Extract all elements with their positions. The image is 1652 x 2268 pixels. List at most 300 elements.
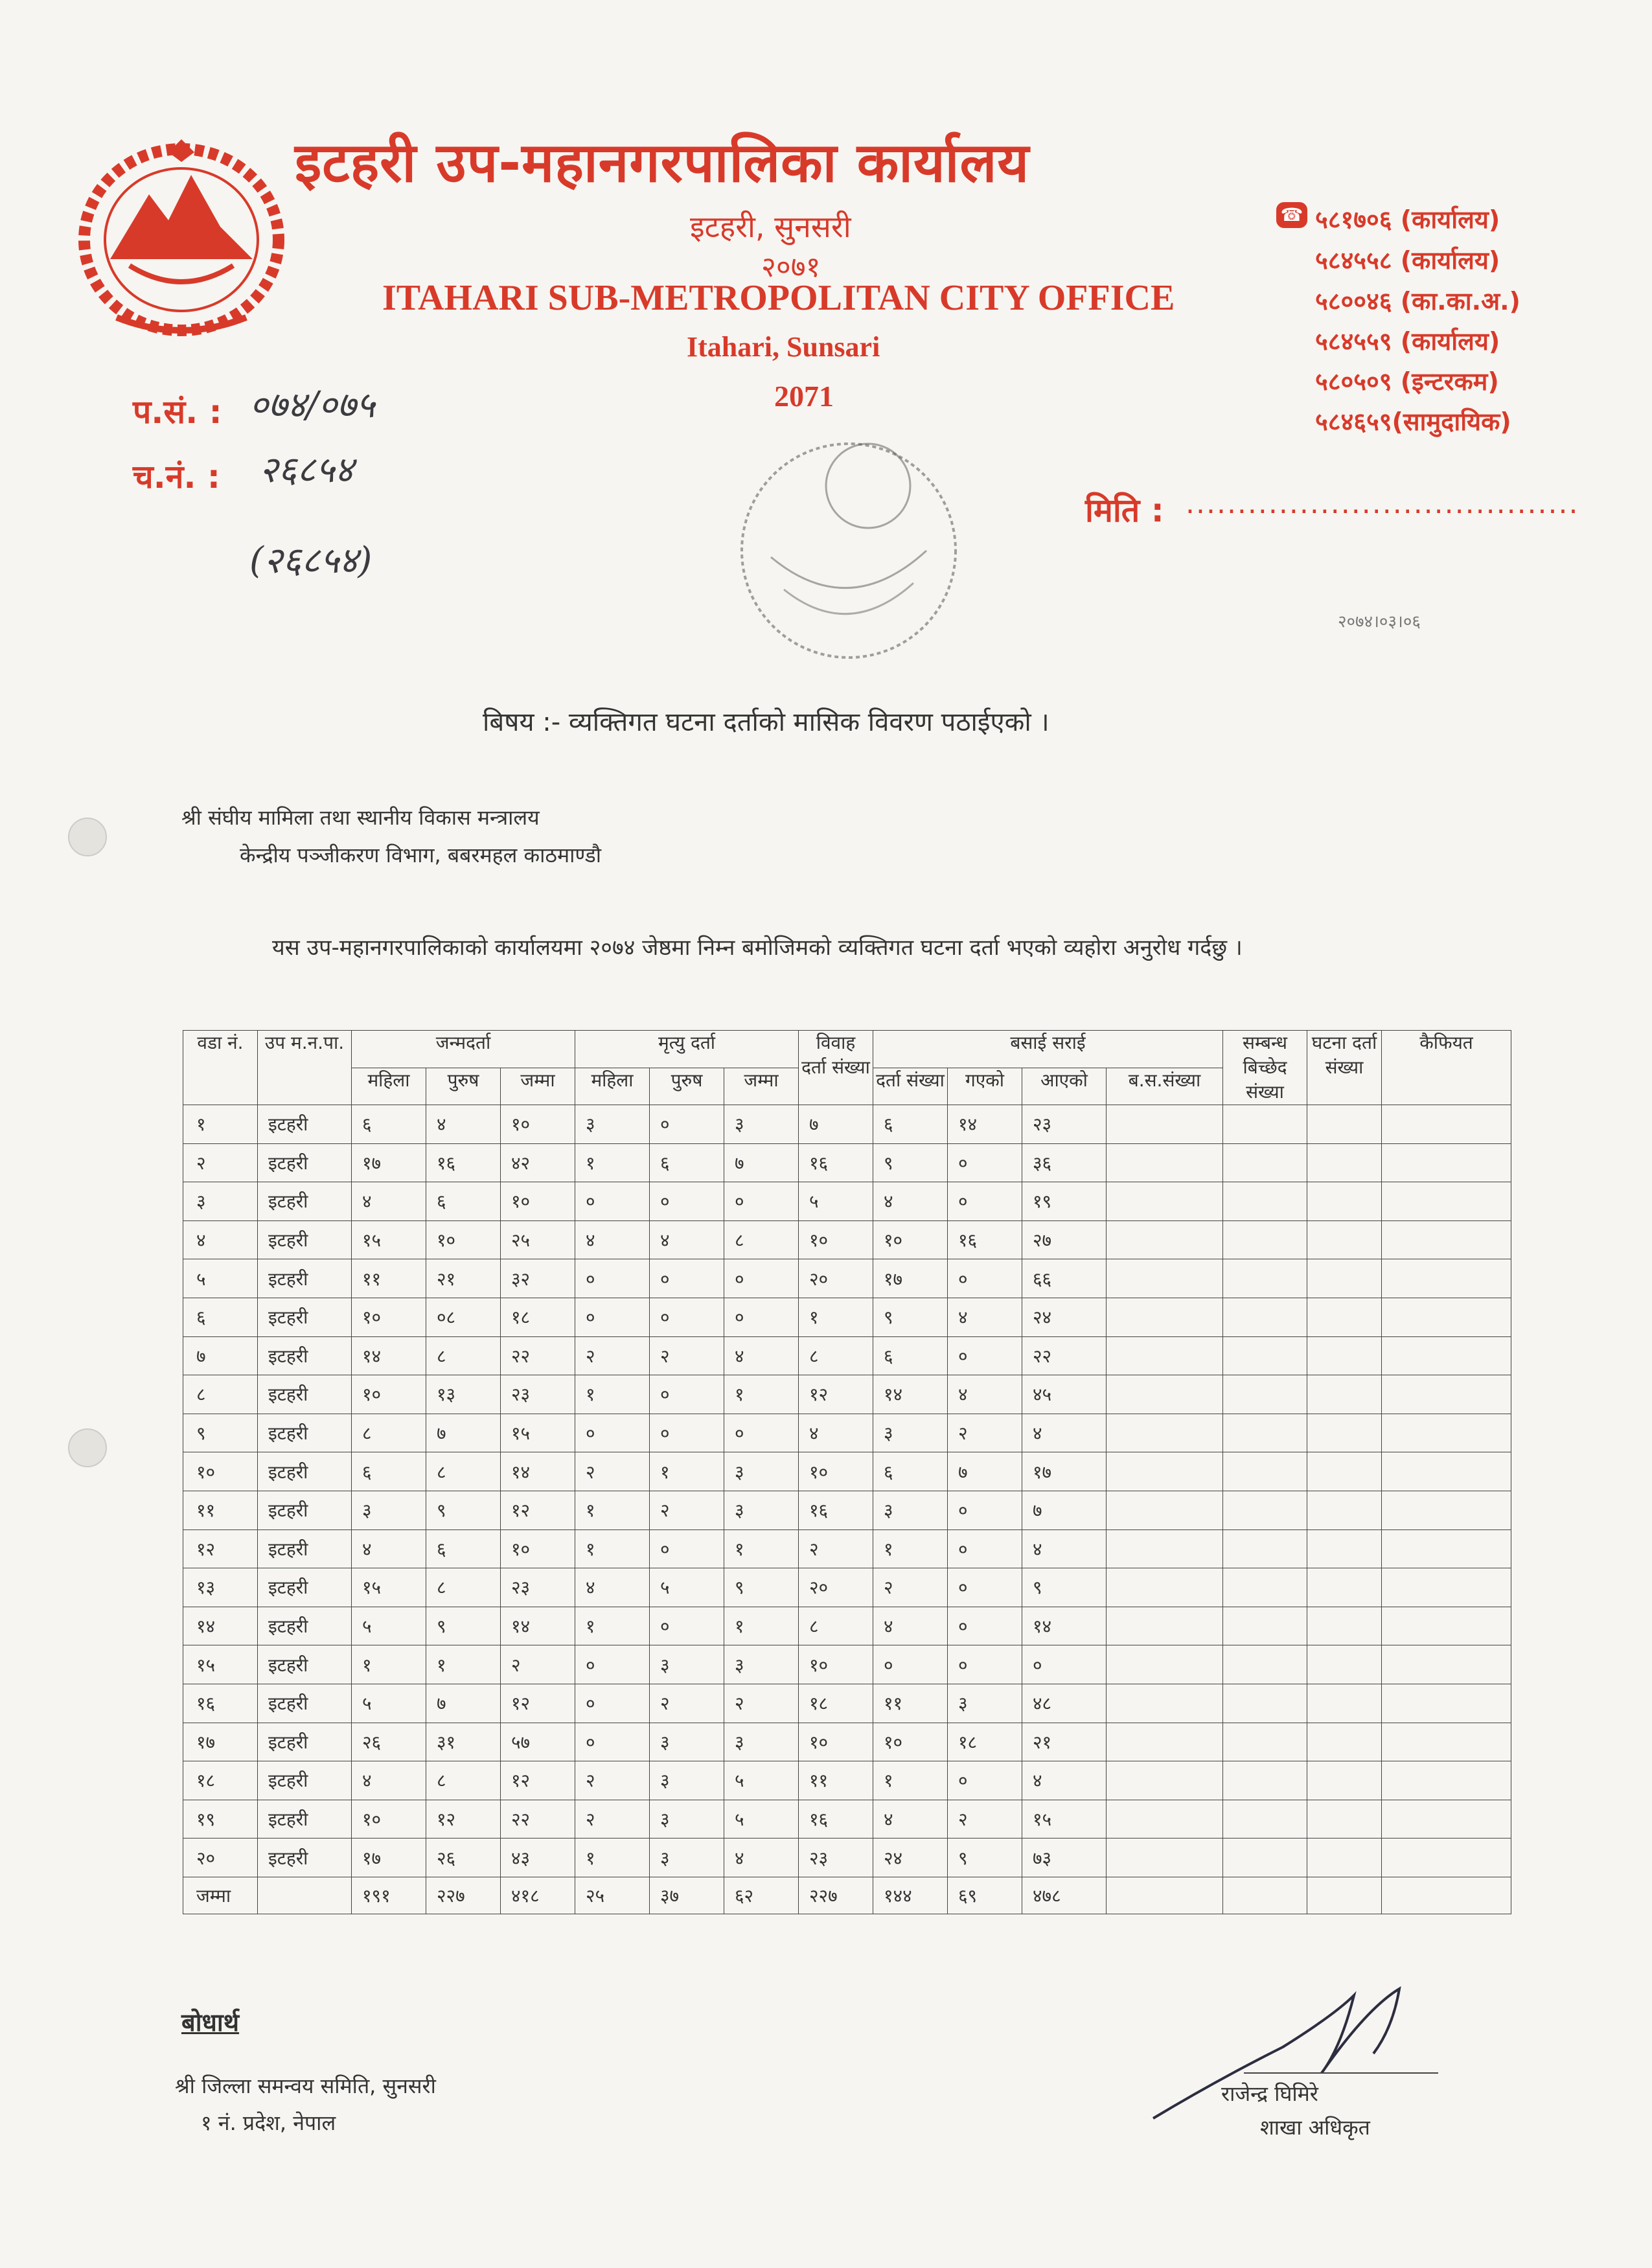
table-cell: इटहरी xyxy=(258,1452,352,1491)
table-cell: १ xyxy=(873,1529,948,1568)
table-row xyxy=(183,1375,1511,1414)
table-cell: ० xyxy=(575,1182,650,1221)
empty-cell xyxy=(1382,1607,1511,1645)
table-cell: ० xyxy=(575,1645,650,1684)
col-death-male: पुरुष xyxy=(650,1068,724,1105)
table-cell: १५ xyxy=(183,1645,258,1684)
table-cell: ४ xyxy=(352,1761,426,1800)
col-migration-went: गएको xyxy=(948,1068,1022,1105)
table-cell: ० xyxy=(948,1761,1022,1800)
table-cell: ३६ xyxy=(1022,1143,1107,1182)
table-cell: ० xyxy=(948,1336,1022,1375)
empty-cell xyxy=(1382,1645,1511,1684)
table-cell: इटहरी xyxy=(258,1182,352,1221)
col-migration-came: आएको xyxy=(1022,1068,1107,1105)
table-cell: इटहरी xyxy=(258,1414,352,1452)
col-municipality: उप म.न.पा. xyxy=(258,1031,352,1105)
col-birth-female: महिला xyxy=(352,1068,426,1105)
table-cell: ५ xyxy=(183,1259,258,1298)
empty-cell xyxy=(1107,1259,1223,1298)
table-row xyxy=(183,1336,1511,1375)
table-cell: १२ xyxy=(501,1761,575,1800)
total-cell: १९१ xyxy=(352,1877,426,1914)
table-cell: इटहरी xyxy=(258,1568,352,1607)
table-cell: ० xyxy=(650,1182,724,1221)
table-cell: १६ xyxy=(426,1143,501,1182)
event-registration-table xyxy=(183,1030,1511,1914)
cn-value: २६८५४ xyxy=(259,449,354,491)
punch-hole xyxy=(68,1428,107,1467)
stamped-date: २०७४।०३।०६ xyxy=(1338,612,1421,632)
table-cell: ९ xyxy=(724,1568,799,1607)
table-cell: १० xyxy=(501,1529,575,1568)
table-cell: ४ xyxy=(873,1182,948,1221)
table-cell: ११ xyxy=(183,1491,258,1529)
table-cell: २० xyxy=(799,1568,873,1607)
table-cell: ० xyxy=(873,1645,948,1684)
table-cell: ० xyxy=(948,1645,1022,1684)
empty-cell xyxy=(1307,1877,1382,1914)
col-migration: बसाई सराई xyxy=(873,1031,1223,1068)
table-cell: ४ xyxy=(1022,1529,1107,1568)
empty-cell xyxy=(1307,1684,1382,1723)
table-cell: ३ xyxy=(724,1452,799,1491)
col-ward: वडा नं. xyxy=(183,1031,258,1105)
empty-cell xyxy=(1307,1375,1382,1414)
table-cell: ६ xyxy=(426,1529,501,1568)
cc-line: श्री जिल्ला समन्वय समिति, सुनसरी xyxy=(175,2074,436,2098)
empty-cell xyxy=(1307,1838,1382,1877)
table-cell: ४ xyxy=(724,1336,799,1375)
table-cell: ४ xyxy=(724,1838,799,1877)
empty-cell xyxy=(1223,1259,1307,1298)
table-cell: ३ xyxy=(183,1182,258,1221)
table-cell: १८ xyxy=(501,1298,575,1336)
table-cell: १७ xyxy=(183,1723,258,1761)
telephone-icon: ☎ xyxy=(1276,202,1307,228)
table-cell: १ xyxy=(183,1105,258,1144)
table-cell: ३ xyxy=(650,1723,724,1761)
table-cell: १२ xyxy=(426,1800,501,1838)
empty-cell xyxy=(1382,1684,1511,1723)
table-cell: १६ xyxy=(183,1684,258,1723)
table-cell: १० xyxy=(799,1723,873,1761)
empty-cell xyxy=(1307,1336,1382,1375)
table-cell: ४ xyxy=(575,1220,650,1259)
table-cell: १५ xyxy=(501,1414,575,1452)
table-cell: ७३ xyxy=(1022,1838,1107,1877)
table-cell: ३ xyxy=(873,1414,948,1452)
date-label: मिति : xyxy=(1085,492,1164,529)
col-birth: जन्मदर्ता xyxy=(352,1031,575,1068)
empty-cell xyxy=(1382,1182,1511,1221)
empty-cell xyxy=(1223,1220,1307,1259)
empty-cell xyxy=(1107,1491,1223,1529)
col-divorce: सम्बन्ध बिच्छेद संख्या xyxy=(1223,1031,1307,1105)
table-cell: १८ xyxy=(799,1684,873,1723)
table-cell: ६ xyxy=(352,1452,426,1491)
table-cell: ७ xyxy=(799,1105,873,1144)
table-cell: ८ xyxy=(426,1336,501,1375)
table-cell: १७ xyxy=(352,1838,426,1877)
empty-cell xyxy=(1382,1298,1511,1336)
table-cell: ६ xyxy=(426,1182,501,1221)
table-cell: ० xyxy=(650,1259,724,1298)
empty-cell xyxy=(1382,1761,1511,1800)
table-cell: ४ xyxy=(352,1182,426,1221)
table-cell: ४ xyxy=(799,1414,873,1452)
total-row xyxy=(183,1877,1511,1914)
col-death-total: जम्मा xyxy=(724,1068,799,1105)
table-cell: २ xyxy=(575,1452,650,1491)
table-cell: २२ xyxy=(501,1336,575,1375)
table-cell: ६ xyxy=(873,1105,948,1144)
empty-cell xyxy=(258,1877,352,1914)
table-cell: ८ xyxy=(426,1761,501,1800)
table-cell: ६ xyxy=(873,1336,948,1375)
empty-cell xyxy=(1382,1105,1511,1144)
empty-cell xyxy=(1382,1877,1511,1914)
table-cell: ८ xyxy=(352,1414,426,1452)
table-cell: १ xyxy=(426,1645,501,1684)
table-cell: ४ xyxy=(352,1529,426,1568)
table-cell: इटहरी xyxy=(258,1607,352,1645)
table-cell: १० xyxy=(799,1220,873,1259)
table-row xyxy=(183,1105,1511,1144)
table-cell: २३ xyxy=(501,1568,575,1607)
empty-cell xyxy=(1107,1220,1223,1259)
table-cell: २६ xyxy=(426,1838,501,1877)
table-cell: १० xyxy=(873,1723,948,1761)
table-cell: ९ xyxy=(873,1143,948,1182)
table-cell: ३ xyxy=(948,1684,1022,1723)
table-cell: ९ xyxy=(426,1607,501,1645)
table-cell: २६ xyxy=(352,1723,426,1761)
cn-label: च.नं. : xyxy=(133,458,220,496)
empty-cell xyxy=(1107,1877,1223,1914)
empty-cell xyxy=(1307,1800,1382,1838)
table-cell: ० xyxy=(948,1607,1022,1645)
table-cell: ८ xyxy=(183,1375,258,1414)
table-cell: ७ xyxy=(183,1336,258,1375)
table-cell: ० xyxy=(575,1259,650,1298)
empty-cell xyxy=(1382,1838,1511,1877)
table-cell: १३ xyxy=(426,1375,501,1414)
empty-cell xyxy=(1107,1607,1223,1645)
table-cell: ६ xyxy=(873,1452,948,1491)
table-row xyxy=(183,1491,1511,1529)
empty-cell xyxy=(1223,1607,1307,1645)
table-cell: १६ xyxy=(799,1800,873,1838)
cc-line: १ नं. प्रदेश, नेपाल xyxy=(201,2111,336,2135)
table-cell: २ xyxy=(575,1800,650,1838)
table-cell: ४ xyxy=(650,1220,724,1259)
table-cell: ११ xyxy=(873,1684,948,1723)
table-cell: ६ xyxy=(650,1143,724,1182)
table-cell: १ xyxy=(575,1838,650,1877)
empty-cell xyxy=(1223,1336,1307,1375)
empty-cell xyxy=(1223,1105,1307,1144)
empty-cell xyxy=(1223,1761,1307,1800)
table-cell: ३ xyxy=(650,1800,724,1838)
total-label: जम्मा xyxy=(183,1877,258,1914)
table-cell: ० xyxy=(650,1298,724,1336)
empty-cell xyxy=(1382,1336,1511,1375)
office-year-np: २०७१ xyxy=(761,251,821,284)
empty-cell xyxy=(1107,1298,1223,1336)
punch-hole xyxy=(68,818,107,856)
table-cell: ३१ xyxy=(426,1723,501,1761)
table-cell: ० xyxy=(650,1105,724,1144)
addressee-line: श्री संघीय मामिला तथा स्थानीय विकास मन्त्रालय xyxy=(181,805,540,830)
empty-cell xyxy=(1382,1568,1511,1607)
col-birth-total: जम्मा xyxy=(501,1068,575,1105)
table-cell: ८ xyxy=(426,1452,501,1491)
table-cell: ० xyxy=(948,1182,1022,1221)
table-cell: ० xyxy=(650,1607,724,1645)
letter-body: यस उप-महानगरपालिकाको कार्यालयमा २०७४ जेष्ठमा निम्न बमोजिमको व्यक्तिगत घटना दर्ता भएको व्यहोरा अनुरोध गर्दछु । xyxy=(272,935,1243,961)
phone-number: ५८४५५९ (कार्यालय) xyxy=(1315,327,1500,356)
empty-cell xyxy=(1107,1800,1223,1838)
table-cell: २४ xyxy=(873,1838,948,1877)
col-death-female: महिला xyxy=(575,1068,650,1105)
table-cell: इटहरी xyxy=(258,1259,352,1298)
col-marriage: विवाह दर्ता संख्या xyxy=(799,1031,873,1105)
table-cell: ० xyxy=(948,1529,1022,1568)
table-cell: १ xyxy=(724,1607,799,1645)
col-death: मृत्यु दर्ता xyxy=(575,1031,799,1068)
empty-cell xyxy=(1107,1684,1223,1723)
table-cell: ० xyxy=(575,1298,650,1336)
table-cell: १९ xyxy=(183,1800,258,1838)
table-row xyxy=(183,1182,1511,1221)
empty-cell xyxy=(1223,1568,1307,1607)
table-cell: २३ xyxy=(501,1375,575,1414)
empty-cell xyxy=(1307,1568,1382,1607)
empty-cell xyxy=(1223,1414,1307,1452)
table-cell: १ xyxy=(724,1375,799,1414)
table-row xyxy=(183,1452,1511,1491)
total-cell: ४१८ xyxy=(501,1877,575,1914)
total-cell: २२७ xyxy=(426,1877,501,1914)
table-cell: ४ xyxy=(948,1298,1022,1336)
empty-cell xyxy=(1107,1529,1223,1568)
addressee-line: केन्द्रीय पञ्जीकरण विभाग, बबरमहल काठमाण्डौ xyxy=(240,843,601,867)
table-cell: १६ xyxy=(799,1143,873,1182)
table-cell: ५ xyxy=(352,1684,426,1723)
nepal-emblem-icon xyxy=(71,136,292,343)
empty-cell xyxy=(1107,1452,1223,1491)
table-row xyxy=(183,1298,1511,1336)
table-cell: इटहरी xyxy=(258,1220,352,1259)
table-cell: १६ xyxy=(948,1220,1022,1259)
total-cell: २५ xyxy=(575,1877,650,1914)
table-row xyxy=(183,1529,1511,1568)
signatory-title: शाखा अधिकृत xyxy=(1260,2115,1370,2140)
table-cell: ० xyxy=(724,1182,799,1221)
table-cell: १७ xyxy=(352,1143,426,1182)
empty-cell xyxy=(1307,1607,1382,1645)
ps-label: प.सं. : xyxy=(133,393,222,431)
empty-cell xyxy=(1107,1143,1223,1182)
col-remarks: कैफियत xyxy=(1382,1031,1511,1105)
office-place-np: इटहरी, सुनसरी xyxy=(690,209,851,244)
empty-cell xyxy=(1223,1182,1307,1221)
table-cell: १० xyxy=(501,1182,575,1221)
table-cell: १२ xyxy=(501,1491,575,1529)
empty-cell xyxy=(1223,1723,1307,1761)
table-cell: २ xyxy=(650,1684,724,1723)
phone-number: ५८४६५९(सामुदायिक) xyxy=(1315,407,1511,436)
table-cell: इटहरी xyxy=(258,1684,352,1723)
table-cell: १ xyxy=(873,1761,948,1800)
empty-cell xyxy=(1223,1838,1307,1877)
empty-cell xyxy=(1107,1568,1223,1607)
table-row xyxy=(183,1568,1511,1607)
table-cell: ३ xyxy=(575,1105,650,1144)
empty-cell xyxy=(1307,1143,1382,1182)
empty-cell xyxy=(1382,1723,1511,1761)
table-cell: १० xyxy=(352,1298,426,1336)
table-cell: २ xyxy=(183,1143,258,1182)
table-cell: ३ xyxy=(724,1723,799,1761)
table-cell: ४ xyxy=(575,1568,650,1607)
table-cell: ७ xyxy=(426,1414,501,1452)
empty-cell xyxy=(1382,1800,1511,1838)
table-cell: ५ xyxy=(724,1761,799,1800)
table-cell: १४ xyxy=(501,1607,575,1645)
table-cell: १४ xyxy=(948,1105,1022,1144)
empty-cell xyxy=(1307,1414,1382,1452)
empty-cell xyxy=(1223,1529,1307,1568)
empty-cell xyxy=(1107,1838,1223,1877)
table-cell: २१ xyxy=(426,1259,501,1298)
table-cell: १८ xyxy=(948,1723,1022,1761)
table-cell: १८ xyxy=(183,1761,258,1800)
table-cell: २ xyxy=(575,1336,650,1375)
table-cell: १३ xyxy=(183,1568,258,1607)
table-cell: इटहरी xyxy=(258,1529,352,1568)
table-cell: ० xyxy=(948,1259,1022,1298)
table-cell: ५ xyxy=(724,1800,799,1838)
phone-number: ५८१७०६ (कार्यालय) xyxy=(1315,205,1500,234)
table-cell: ० xyxy=(724,1259,799,1298)
table-cell: ४ xyxy=(873,1607,948,1645)
table-cell: ० xyxy=(948,1143,1022,1182)
empty-cell xyxy=(1223,1491,1307,1529)
table-cell: १५ xyxy=(352,1568,426,1607)
table-cell: इटहरी xyxy=(258,1298,352,1336)
table-cell: २ xyxy=(799,1529,873,1568)
table-cell: ६ xyxy=(183,1298,258,1336)
empty-cell xyxy=(1307,1491,1382,1529)
table-cell: ८ xyxy=(426,1568,501,1607)
total-cell: ६९ xyxy=(948,1877,1022,1914)
table-cell: १ xyxy=(575,1375,650,1414)
table-cell: ० xyxy=(948,1491,1022,1529)
col-event: घटना दर्ता संख्या xyxy=(1307,1031,1382,1105)
table-cell: ७ xyxy=(426,1684,501,1723)
table-cell: १० xyxy=(501,1105,575,1144)
empty-cell xyxy=(1307,1105,1382,1144)
empty-cell xyxy=(1307,1452,1382,1491)
table-cell: ४ xyxy=(426,1105,501,1144)
table-cell: ९ xyxy=(948,1838,1022,1877)
table-cell: ३ xyxy=(650,1645,724,1684)
table-cell: ० xyxy=(650,1375,724,1414)
empty-cell xyxy=(1382,1220,1511,1259)
table-cell: इटहरी xyxy=(258,1800,352,1838)
table-cell: ६ xyxy=(352,1105,426,1144)
table-cell: १ xyxy=(575,1143,650,1182)
table-row xyxy=(183,1684,1511,1723)
table-cell: ९ xyxy=(1022,1568,1107,1607)
ps-value: ०७४/०७५ xyxy=(249,384,375,426)
table-cell: ३ xyxy=(724,1105,799,1144)
table-cell: ९ xyxy=(183,1414,258,1452)
table-cell: २७ xyxy=(1022,1220,1107,1259)
table-cell: १० xyxy=(183,1452,258,1491)
table-cell: १७ xyxy=(873,1259,948,1298)
table-cell: २० xyxy=(799,1259,873,1298)
cc-heading: बोधार्थ xyxy=(181,2008,240,2037)
table-cell: १० xyxy=(426,1220,501,1259)
table-cell: ० xyxy=(948,1568,1022,1607)
empty-cell xyxy=(1107,1105,1223,1144)
phone-number: ५८४५५८ (कार्यालय) xyxy=(1315,246,1500,275)
table-cell: १० xyxy=(799,1452,873,1491)
office-place-en: Itahari, Sunsari xyxy=(687,331,880,363)
total-cell: ६२ xyxy=(724,1877,799,1914)
table-cell: १ xyxy=(650,1452,724,1491)
table-cell: २३ xyxy=(1022,1105,1107,1144)
table-cell: ११ xyxy=(799,1761,873,1800)
empty-cell xyxy=(1107,1414,1223,1452)
table-cell: इटहरी xyxy=(258,1761,352,1800)
empty-cell xyxy=(1382,1414,1511,1452)
table-row xyxy=(183,1259,1511,1298)
table-cell: १० xyxy=(352,1800,426,1838)
table-cell: ० xyxy=(575,1723,650,1761)
table-cell: ३ xyxy=(650,1761,724,1800)
empty-cell xyxy=(1223,1375,1307,1414)
empty-cell xyxy=(1307,1259,1382,1298)
table-cell: ७ xyxy=(948,1452,1022,1491)
empty-cell xyxy=(1223,1143,1307,1182)
table-cell: ० xyxy=(650,1414,724,1452)
table-cell: २ xyxy=(948,1800,1022,1838)
table-cell: १५ xyxy=(352,1220,426,1259)
table-cell: ८ xyxy=(799,1607,873,1645)
table-cell: १४ xyxy=(352,1336,426,1375)
table-cell: १२ xyxy=(799,1375,873,1414)
empty-cell xyxy=(1223,1877,1307,1914)
table-cell: १० xyxy=(799,1645,873,1684)
empty-cell xyxy=(1382,1143,1511,1182)
table-cell: इटहरी xyxy=(258,1336,352,1375)
empty-cell xyxy=(1307,1761,1382,1800)
table-cell: ९ xyxy=(426,1491,501,1529)
table-cell: १४ xyxy=(183,1607,258,1645)
table-cell: इटहरी xyxy=(258,1105,352,1144)
table-cell: २ xyxy=(650,1491,724,1529)
table-row xyxy=(183,1838,1511,1877)
table-row xyxy=(183,1645,1511,1684)
table-cell: इटहरी xyxy=(258,1645,352,1684)
table-cell: ३ xyxy=(352,1491,426,1529)
col-migration-registered: दर्ता संख्या xyxy=(873,1068,948,1105)
office-title-en: ITAHARI SUB-METROPOLITAN CITY OFFICE xyxy=(382,278,1175,318)
